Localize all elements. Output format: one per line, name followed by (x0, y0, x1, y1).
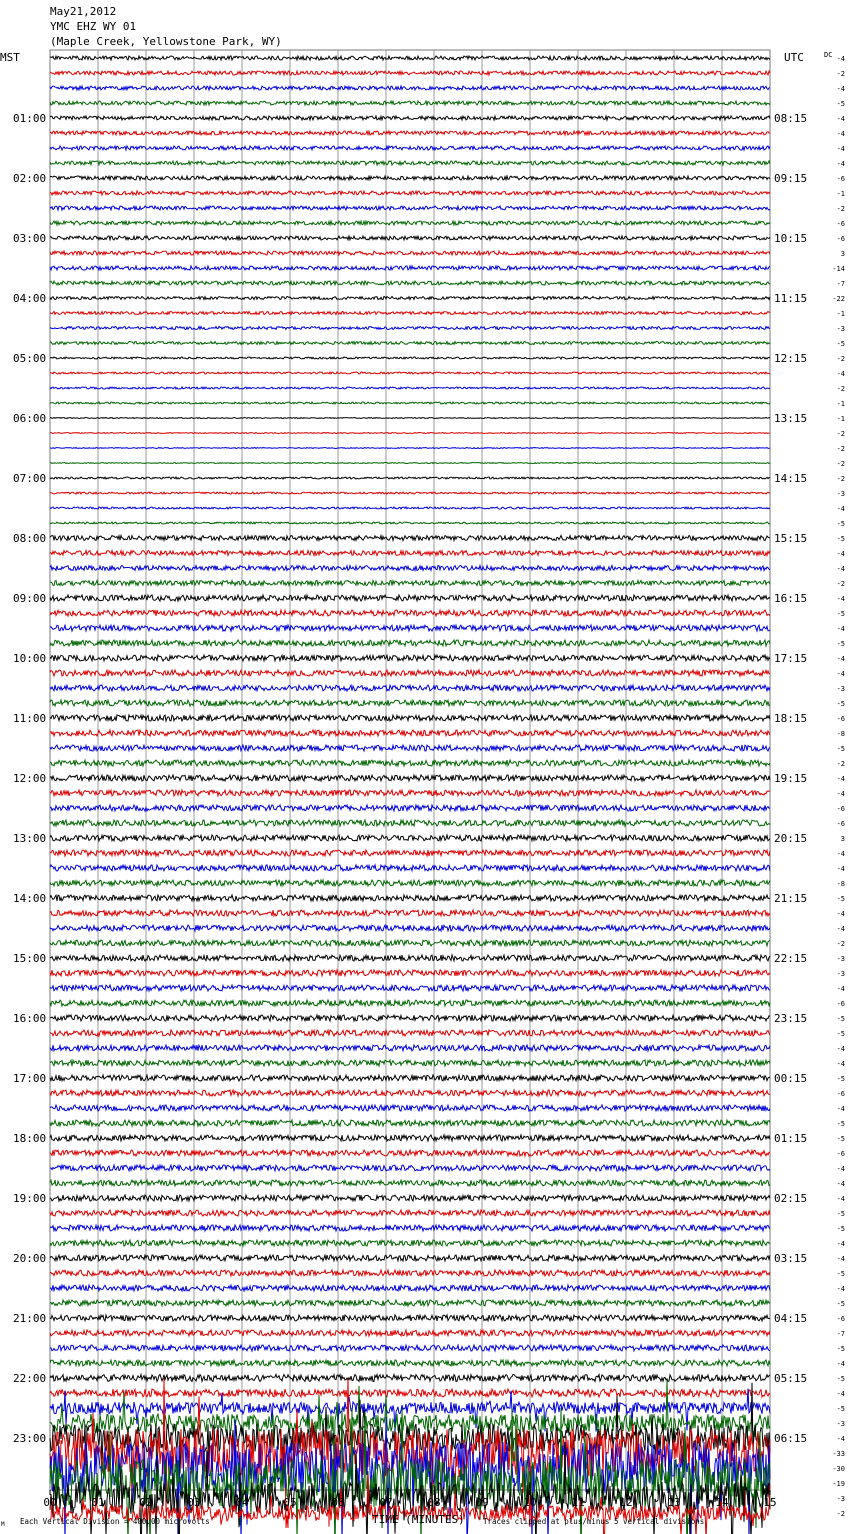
dc-offset-label: -5 (836, 340, 845, 348)
dc-offset-label: -3 (836, 1420, 845, 1428)
dc-offset-label: -2 (836, 445, 845, 453)
trace-row (50, 955, 770, 961)
dc-offset-label: -4 (836, 790, 845, 798)
dc-offset-label: -5 (836, 745, 845, 753)
trace-row (50, 191, 770, 195)
dc-offset-label: -4 (836, 1435, 845, 1443)
left-hour-label: 01:00 (13, 112, 47, 125)
trace-row (50, 551, 770, 556)
x-tick-label: 05 (283, 1496, 297, 1509)
trace-row (50, 595, 770, 601)
dc-offset-label: -4 (836, 1060, 845, 1068)
dc-offset-label: -4 (836, 1195, 845, 1203)
left-hour-label: 22:00 (13, 1372, 47, 1385)
trace-row (50, 1270, 770, 1276)
left-hour-label: 21:00 (13, 1312, 47, 1325)
trace-row (50, 146, 770, 150)
dc-offset-label: -5 (836, 640, 845, 648)
trace-row (50, 536, 770, 541)
dc-offset-label: -5 (836, 1345, 845, 1353)
trace-row (50, 865, 770, 871)
right-hour-labels (774, 112, 807, 1445)
dc-offset-label: -4 (836, 145, 845, 153)
x-tick-label: 07 (379, 1496, 393, 1509)
dc-offset-label: -2 (836, 430, 845, 438)
trace-row (50, 1389, 770, 1397)
trace-row (50, 463, 770, 464)
trace-row (50, 1015, 770, 1021)
dc-offset-label: -7 (836, 280, 845, 288)
dc-offset-label: -4 (836, 1360, 845, 1368)
scale-note: Each Vertical Division = 400.00 microvolts (20, 1517, 210, 1526)
trace-row (50, 1315, 770, 1321)
dc-offset-label: -4 (836, 910, 845, 918)
left-hour-label: 12:00 (13, 772, 47, 785)
trace-row (50, 1150, 770, 1156)
trace-row (50, 402, 770, 404)
left-hour-label: 20:00 (13, 1252, 47, 1265)
trace-row (50, 970, 770, 976)
left-hour-label: 19:00 (13, 1192, 47, 1205)
trace-row (50, 910, 770, 916)
right-hour-label: 16:15 (774, 592, 808, 605)
trace-row (50, 71, 770, 75)
dc-offset-label: 3 (840, 250, 845, 258)
trace-row (50, 206, 770, 210)
dc-offset-label: -5 (836, 1015, 845, 1023)
trace-row (50, 56, 770, 60)
left-hour-label: 07:00 (13, 472, 47, 485)
dc-offset-label: -5 (836, 1135, 845, 1143)
trace-row (50, 715, 770, 721)
dc-offset-label: -5 (836, 1300, 845, 1308)
dc-offset-label: -4 (836, 1045, 845, 1053)
left-hour-label: 04:00 (13, 292, 47, 305)
trace-row (50, 1330, 770, 1336)
left-hour-label: 10:00 (13, 652, 47, 665)
trace-row (50, 101, 770, 105)
dc-offset-label: -2 (836, 460, 845, 468)
right-hour-label: 12:15 (774, 352, 808, 365)
trace-row (50, 1135, 770, 1141)
trace-row (50, 251, 770, 255)
dc-offset-label: -3 (836, 1495, 845, 1503)
clip-note: Traces clipped at plus/minus 5 vertical divisions (483, 1517, 705, 1526)
right-hour-label: 00:15 (774, 1072, 808, 1085)
dc-offset-label: -5 (836, 520, 845, 528)
dc-offset-label: -4 (836, 130, 845, 138)
trace-row (50, 685, 770, 691)
dc-offset-label: -4 (836, 655, 845, 663)
dc-offset-label: -5 (836, 1225, 845, 1233)
dc-offset-label: -5 (836, 1405, 845, 1413)
station-location: (Maple Creek, Yellowstone Park, WY) (50, 35, 282, 48)
trace-row (50, 655, 770, 661)
right-hour-label: 11:15 (774, 292, 808, 305)
left-hour-label: 06:00 (13, 412, 47, 425)
right-hour-label: 15:15 (774, 532, 808, 545)
dc-offset-label: -6 (836, 1000, 845, 1008)
trace-row (50, 940, 770, 946)
left-hour-label: 09:00 (13, 592, 47, 605)
trace-row (50, 86, 770, 90)
x-tick-label: 11 (571, 1496, 585, 1509)
dc-offset-label: -4 (836, 160, 845, 168)
dc-offset-label: -2 (836, 385, 845, 393)
dc-offset-label: -6 (836, 820, 845, 828)
dc-offset-label: -4 (836, 550, 845, 558)
trace-row (50, 895, 770, 901)
dc-offset-label: -19 (832, 1480, 845, 1488)
trace-row (50, 1075, 770, 1081)
left-hour-label: 15:00 (13, 952, 47, 965)
dc-offset-label: -2 (836, 760, 845, 768)
dc-offset-label: -2 (836, 940, 845, 948)
right-hour-label: 02:15 (774, 1192, 808, 1205)
dc-offset-label: -5 (836, 535, 845, 543)
trace-row (50, 640, 770, 646)
dc-offset-label: -1 (836, 415, 845, 423)
dc-offset-label: -4 (836, 925, 845, 933)
dc-offset-label: -3 (836, 325, 845, 333)
trace-row (50, 835, 770, 841)
trace-row (50, 850, 770, 856)
right-hour-label: 03:15 (774, 1252, 808, 1265)
x-tick-label: 15 (763, 1496, 777, 1509)
x-tick-label: 00 (43, 1496, 57, 1509)
dc-offset-label: -2 (836, 1510, 845, 1518)
dc-offset-label: -2 (836, 355, 845, 363)
seismic-traces (50, 56, 770, 1534)
trace-row (50, 1255, 770, 1261)
trace-row (50, 236, 770, 240)
x-tick-label: 02 (139, 1496, 153, 1509)
right-hour-label: 09:15 (774, 172, 808, 185)
trace-row (50, 221, 770, 225)
dc-offset-label: -2 (836, 475, 845, 483)
dc-offset-label: -4 (836, 1240, 845, 1248)
dc-offset-label: -4 (836, 775, 845, 783)
right-hour-label: 20:15 (774, 832, 808, 845)
left-hour-label: 17:00 (13, 1072, 47, 1085)
trace-row (50, 387, 770, 389)
trace-row (50, 448, 770, 449)
dc-offset-label: -5 (836, 100, 845, 108)
dc-offset-label: -2 (836, 205, 845, 213)
trace-row (50, 327, 770, 330)
dc-offset-label: -4 (836, 1285, 845, 1293)
trace-row (50, 342, 770, 345)
dc-offset-label: -14 (832, 265, 845, 273)
dc-column-label: DC (824, 51, 833, 59)
trace-row (50, 1375, 770, 1382)
dc-offset-label: 3 (840, 835, 845, 843)
right-hour-label: 10:15 (774, 232, 808, 245)
dc-offset-label: -3 (836, 955, 845, 963)
dc-offset-label: -6 (836, 1150, 845, 1158)
trace-row (50, 790, 770, 796)
left-hour-label: 11:00 (13, 712, 47, 725)
dc-offset-label: -4 (836, 1390, 845, 1398)
dc-offset-label: -8 (836, 730, 845, 738)
dc-offset-label: -6 (836, 1315, 845, 1323)
trace-row (50, 1030, 770, 1036)
trace-row (50, 566, 770, 571)
trace-row (50, 372, 770, 374)
trace-row (50, 1225, 770, 1231)
corner-mark: M (1, 1521, 5, 1528)
left-hour-label: 16:00 (13, 1012, 47, 1025)
right-hour-label: 05:15 (774, 1372, 808, 1385)
trace-row (50, 281, 770, 285)
dc-offset-label: -2 (836, 580, 845, 588)
trace-row (50, 1285, 770, 1291)
dc-offset-label: -5 (836, 1120, 845, 1128)
x-tick-label: 01 (91, 1496, 105, 1509)
left-hour-label: 14:00 (13, 892, 47, 905)
trace-row (50, 805, 770, 811)
right-timezone-label: UTC (784, 51, 804, 64)
x-tick-label: 12 (619, 1496, 633, 1509)
dc-offset-label: -4 (836, 115, 845, 123)
trace-row (50, 1120, 770, 1126)
trace-row (50, 925, 770, 931)
trace-row (50, 610, 770, 616)
dc-offset-label: -6 (836, 175, 845, 183)
dc-offset-label: -4 (836, 565, 845, 573)
x-axis-title: TIME (MINUTES) (372, 1513, 465, 1526)
left-hour-labels (13, 112, 46, 1445)
trace-row (50, 1105, 770, 1111)
trace-row (50, 116, 770, 120)
left-hour-label: 02:00 (13, 172, 47, 185)
trace-row (50, 670, 770, 676)
trace-row (50, 492, 770, 494)
trace-row (50, 357, 770, 359)
trace-row (50, 775, 770, 781)
x-tick-label: 10 (523, 1496, 537, 1509)
left-hour-label: 08:00 (13, 532, 47, 545)
dc-offset-labels (832, 55, 845, 1518)
trace-row (50, 507, 770, 509)
trace-row (50, 880, 770, 886)
trace-row (50, 161, 770, 165)
dc-offset-label: -1 (836, 310, 845, 318)
trace-row (50, 1345, 770, 1351)
dc-offset-label: -4 (836, 1180, 845, 1188)
trace-row (50, 625, 770, 631)
dc-offset-label: -4 (836, 1165, 845, 1173)
trace-row (50, 1000, 770, 1006)
trace-row (50, 760, 770, 766)
dc-offset-label: -5 (836, 1270, 845, 1278)
right-hour-label: 06:15 (774, 1432, 808, 1445)
right-hour-label: 08:15 (774, 112, 808, 125)
trace-row (50, 312, 770, 315)
trace-row (50, 581, 770, 586)
right-hour-label: 01:15 (774, 1132, 808, 1145)
dc-offset-label: -4 (836, 85, 845, 93)
trace-row (50, 176, 770, 180)
trace-row (50, 1180, 770, 1186)
trace-row (50, 820, 770, 826)
trace-row (50, 1060, 770, 1066)
dc-offset-label: -3 (836, 970, 845, 978)
left-hour-label: 03:00 (13, 232, 47, 245)
station-code: YMC EHZ WY 01 (50, 20, 137, 33)
dc-offset-label: -33 (832, 1450, 845, 1458)
trace-row (50, 700, 770, 706)
left-timezone-label: MST (0, 51, 20, 64)
trace-row (50, 1090, 770, 1096)
dc-offset-label: -4 (836, 595, 845, 603)
trace-row (50, 297, 770, 300)
trace-row (50, 985, 770, 991)
trace-row (50, 1045, 770, 1051)
left-hour-label: 23:00 (13, 1432, 47, 1445)
right-hour-label: 13:15 (774, 412, 808, 425)
dc-offset-label: -6 (836, 1090, 845, 1098)
right-hour-label: 21:15 (774, 892, 808, 905)
trace-row (50, 1165, 770, 1171)
x-tick-label: 04 (235, 1496, 249, 1509)
dc-offset-label: -6 (836, 715, 845, 723)
dc-offset-label: -3 (836, 685, 845, 693)
dc-offset-label: -5 (836, 700, 845, 708)
trace-row (50, 745, 770, 751)
trace-row (50, 1240, 770, 1246)
dc-offset-label: -4 (836, 625, 845, 633)
dc-offset-label: -7 (836, 1330, 845, 1338)
dc-offset-label: -8 (836, 880, 845, 888)
dc-offset-label: -4 (836, 850, 845, 858)
dc-offset-label: -5 (836, 1030, 845, 1038)
dc-offset-label: -5 (836, 895, 845, 903)
right-hour-label: 18:15 (774, 712, 808, 725)
right-hour-label: 04:15 (774, 1312, 808, 1325)
x-tick-label: 06 (331, 1496, 345, 1509)
dc-offset-label: -5 (836, 1375, 845, 1383)
x-tick-label: 13 (667, 1496, 681, 1509)
trace-row (50, 433, 770, 434)
right-hour-label: 22:15 (774, 952, 808, 965)
trace-row (50, 418, 770, 419)
trace-row (50, 730, 770, 736)
trace-row (50, 131, 770, 135)
dc-offset-label: -5 (836, 610, 845, 618)
dc-offset-label: -4 (836, 985, 845, 993)
dc-offset-label: -22 (832, 295, 845, 303)
dc-offset-label: -4 (836, 1105, 845, 1113)
trace-row (50, 1195, 770, 1201)
trace-row (50, 522, 770, 524)
dc-offset-label: -4 (836, 55, 845, 63)
dc-offset-label: -4 (836, 865, 845, 873)
left-hour-label: 13:00 (13, 832, 47, 845)
trace-row (50, 1210, 770, 1216)
dc-offset-label: -4 (836, 370, 845, 378)
trace-row (50, 266, 770, 270)
trace-row (50, 477, 770, 479)
dc-offset-label: -4 (836, 670, 845, 678)
dc-offset-label: -5 (836, 1075, 845, 1083)
dc-offset-label: -5 (836, 1210, 845, 1218)
dc-offset-label: -6 (836, 220, 845, 228)
trace-row (50, 1300, 770, 1306)
right-hour-label: 19:15 (774, 772, 808, 785)
left-hour-label: 05:00 (13, 352, 47, 365)
x-tick-label: 09 (475, 1496, 489, 1509)
dc-offset-label: -1 (836, 400, 845, 408)
x-tick-label: 14 (715, 1496, 729, 1509)
right-hour-label: 23:15 (774, 1012, 808, 1025)
dc-offset-label: -2 (836, 70, 845, 78)
trace-row (50, 1360, 770, 1366)
dc-offset-label: -4 (836, 1255, 845, 1263)
dc-offset-label: -1 (836, 190, 845, 198)
right-hour-label: 17:15 (774, 652, 808, 665)
x-tick-label: 08 (427, 1496, 441, 1509)
dc-offset-label: -3 (836, 490, 845, 498)
plot-date: May21,2012 (50, 5, 117, 18)
dc-offset-label: -30 (832, 1465, 845, 1473)
left-hour-label: 18:00 (13, 1132, 47, 1145)
right-hour-label: 14:15 (774, 472, 808, 485)
dc-offset-label: -6 (836, 805, 845, 813)
x-tick-label: 03 (187, 1496, 201, 1509)
dc-offset-label: -4 (836, 505, 845, 513)
dc-offset-label: -6 (836, 235, 845, 243)
